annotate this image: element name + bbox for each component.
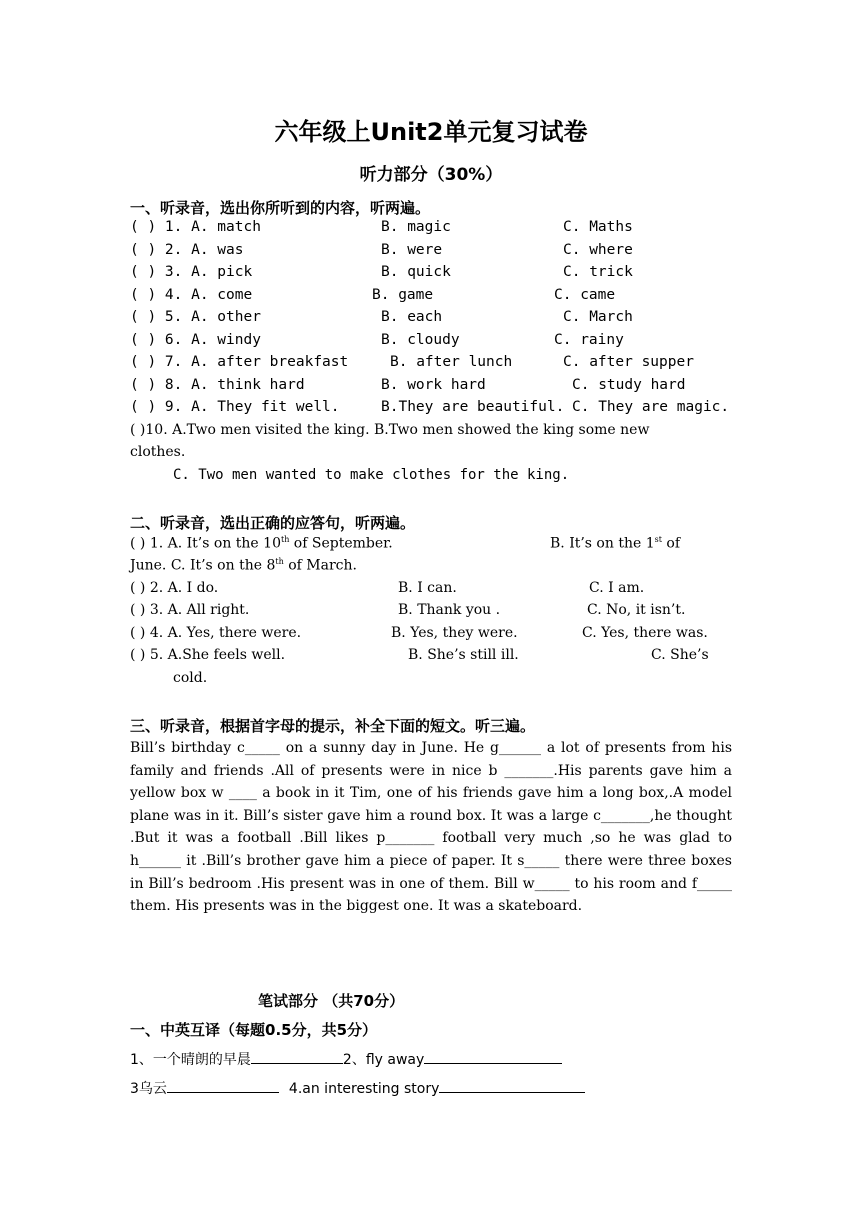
option-c: C. rainy <box>554 332 624 348</box>
question-5-line2: cold. <box>173 670 208 686</box>
option-b: B. Thank you . <box>398 602 501 618</box>
option-c: C. She’s <box>651 647 709 663</box>
option-c: C. They are magic. <box>572 399 730 415</box>
option-b: B. magic <box>381 219 451 235</box>
option-a: ( ) 5. A. other <box>130 309 261 325</box>
answer-blank[interactable] <box>424 1049 562 1064</box>
cloze-paragraph: Bill’s birthday c_____ on a sunny day in June. He g______ a lot of presents from his family and friends .All of presents were in nice b _______.His parents gave him a yellow box w ____ a book in it Tim, one of his friends gave him a long box,.A model plane was in it. Bill’s sister gave him a round box. It was a large c_______,he thought .But it was a football .Bill likes p_______ football very much ,so he was glad to h______ it .Bill’s brother gave him a piece of paper. It s_____ there were three boxes in Bill’s bedroom .His present was in one of them. Bill w_____ to his room and f_____ them. His presents was in the biggest one. It was a skateboard. <box>130 740 732 915</box>
section2-heading: 二、听录音，选出正确的应答句，听两遍。 <box>130 514 416 532</box>
option-a: ( ) 5. A.She feels well. <box>130 647 286 663</box>
translation-row-2 <box>130 1078 732 1098</box>
option-a: ( ) 4. A. Yes, there were. <box>130 625 302 641</box>
option-b: B. Yes, they were. <box>391 625 518 641</box>
option-b: B. game <box>372 287 434 303</box>
answer-blank[interactable] <box>439 1078 585 1093</box>
question-row <box>130 625 732 647</box>
option-b: B. quick <box>381 264 451 280</box>
translation-row-1 <box>130 1049 732 1069</box>
option-b: B. It’s on the 1st of <box>550 535 681 552</box>
option-b: B. cloudy <box>381 332 460 348</box>
question-row <box>130 264 732 286</box>
written-sub-heading: 一、中英互译（每题0.5分，共5分） <box>130 1021 378 1039</box>
option-c: C. trick <box>563 264 633 280</box>
option-a: ( ) 2. A. was <box>130 242 244 258</box>
option-c: C. after supper <box>563 354 694 370</box>
option-a: ( ) 1. A. match <box>130 219 261 235</box>
question-row <box>130 602 732 624</box>
question-row <box>130 287 732 309</box>
option-c: C. Yes, there was. <box>582 625 708 641</box>
option-b: B.They are beautiful. <box>381 399 565 415</box>
question-row <box>130 309 732 331</box>
option-a: ( ) 1. A. It’s on the 10th of September. <box>130 535 393 552</box>
option-c: C. March <box>563 309 633 325</box>
option-a: ( ) 2. A. I do. <box>130 580 219 596</box>
option-a: ( ) 3. A. pick <box>130 264 253 280</box>
question-row <box>130 219 732 241</box>
question-row <box>130 557 732 579</box>
page-title: 六年级上Unit2单元复习试卷 <box>274 118 588 146</box>
question-row <box>130 647 732 669</box>
option-a: ( ) 9. A. They fit well. <box>130 399 340 415</box>
question-row <box>130 332 732 354</box>
option-b: B. She’s still ill. <box>408 647 519 663</box>
translation-q2: 2、fly away <box>342 1052 425 1068</box>
question-row <box>130 242 732 264</box>
option-c: C. No, it isn’t. <box>587 602 686 618</box>
question-row <box>130 399 732 421</box>
option-b: B. each <box>381 309 443 325</box>
option-c: C. study hard <box>572 377 686 393</box>
option-c: C. came <box>554 287 616 303</box>
option-a: ( ) 6. A. windy <box>130 332 261 348</box>
translation-q3: 3乌云 <box>130 1081 167 1097</box>
answer-blank[interactable] <box>251 1049 343 1064</box>
option-b: B. I can. <box>398 580 457 596</box>
option-a: ( ) 3. A. All right. <box>130 602 250 618</box>
translation-q1: 1、一个晴朗的早晨 <box>130 1052 251 1068</box>
option-c: June. C. It’s on the 8th of March. <box>130 557 357 574</box>
option-c: C. I am. <box>589 580 645 596</box>
section3-heading: 三、听录音，根据首字母的提示，补全下面的短文。听三遍。 <box>130 717 536 735</box>
written-heading: 笔试部分 （共70分） <box>258 992 405 1010</box>
translation-q4: 4.an interesting story <box>288 1081 440 1097</box>
question-row <box>130 354 732 376</box>
question-row <box>130 535 732 557</box>
option-b: B. were <box>381 242 443 258</box>
question-10-line3: C. Two men wanted to make clothes for the king. <box>173 467 570 483</box>
question-10-line1: ( )10. A.Two men visited the king. B.Two men showed the king some new <box>130 422 650 438</box>
question-row <box>130 580 732 602</box>
option-a: ( ) 8. A. think hard <box>130 377 305 393</box>
option-a: ( ) 7. A. after breakfast <box>130 354 349 370</box>
listening-subtitle: 听力部分（30%） <box>359 165 503 185</box>
option-a: ( ) 4. A. come <box>130 287 253 303</box>
question-row <box>130 377 732 399</box>
option-c: C. Maths <box>563 219 633 235</box>
answer-blank[interactable] <box>167 1078 279 1093</box>
section1-heading: 一、听录音，选出你所听到的内容，听两遍。 <box>130 199 431 217</box>
option-c: C. where <box>563 242 633 258</box>
question-10-line2: clothes. <box>130 444 186 460</box>
option-b: B. work hard <box>381 377 486 393</box>
option-b: B. after lunch <box>390 354 513 370</box>
